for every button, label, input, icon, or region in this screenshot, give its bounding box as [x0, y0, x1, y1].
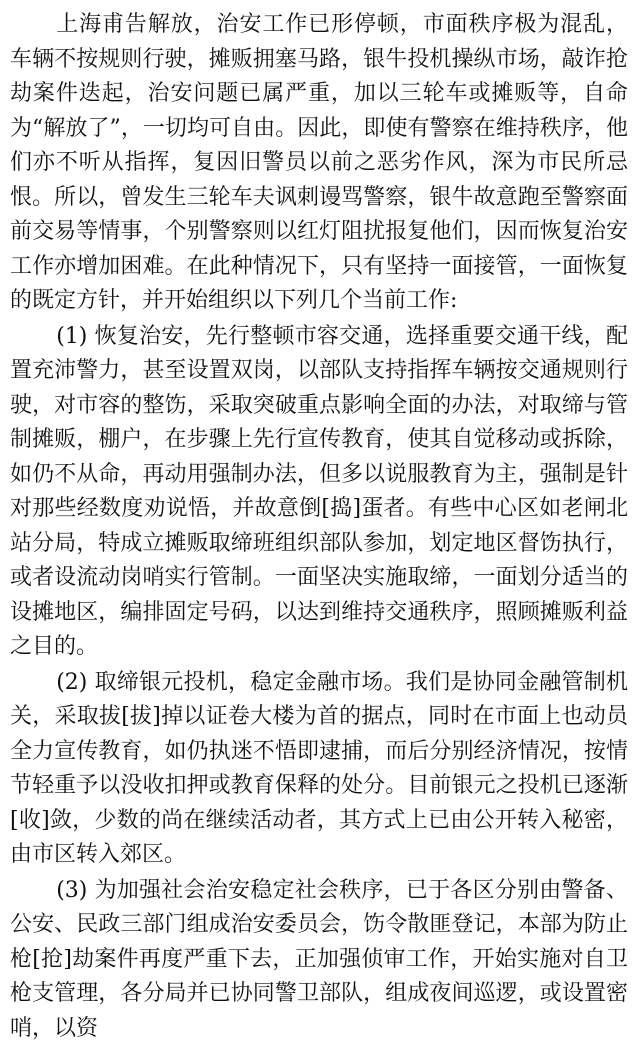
- paragraph-item-1: (1) 恢复治安，先行整顿市容交通，选择重要交通干线，配置充沛警力，甚至设置双岗，以部队支持指挥车辆按交通规则行驶，对市容的整饬，采取突破重点影响全面的办法，对取缔与管制摊贩，棚户，在步骤上先行宣传教育，使其自觉移动或拆除，如仍不从命，再动用强制办法，但多以说服教育为主，强制是针对那些经数度劝说悟，并故意倒[捣]蛋者。有些中心区如老闸北站分局，特成立摊贩取缔班组织部队参加，划定地区督饬执行，或者设流动岗哨实行管制。一面坚决实施取缔，一面划分适当的设摊地区，编排固定号码，以达到维持交通秩序，照顾摊贩利益之目的。: [10, 320, 628, 665]
- paragraph-item-2: (2) 取缔银元投机，稳定金融市场。我们是协同金融管制机关，采取拔[拔]掉以证卷大楼为首的据点，同时在市面上也动员全力宣传教育，如仍执迷不悟即逮捕，而后分别经济情况，按情节轻重予以没收扣押或教育保释的处分。目前银元之投机已逐渐[收]敛，少数的尚在继续活动者，其方式上已由公开转入秘密，由市区转入郊区。: [10, 666, 628, 873]
- paragraph-intro: 上海甫告解放，治安工作已形停顿，市面秩序极为混乱，车辆不按规则行驶，摊贩拥塞马路，银牛投机操纵市场，敲诈抢劫案件迭起，治安问题已属严重，加以三轮车或摊贩等，自命为“解放了”，一切均可自由。因此，即使有警察在维持秩序，他们亦不听从指挥，复因旧警员以前之恶劣作风，深为市民所忌恨。所以，曾发生三轮车夫讽刺谩骂警察，银牛故意跑至警察面前交易等情事，个别警察则以红灯阻扰报复他们，因而恢复治安工作亦增加困难。在此种情况下，只有坚持一面接管，一面恢复的既定方针，并开始组织以下列几个当前工作:: [10, 8, 628, 319]
- paragraph-item-3: (3) 为加强社会治安稳定社会秩序，已于各区分别由警备、公安、民政三部门组成治安委员会，饬令散匪登记，本部为防止枪[抢]劫案件再度严重下去，正加强侦审工作，开始实施对自卫枪支管理，各分局并已协同警卫部队，组成夜间巡逻，或设置密哨，以资: [10, 874, 628, 1046]
